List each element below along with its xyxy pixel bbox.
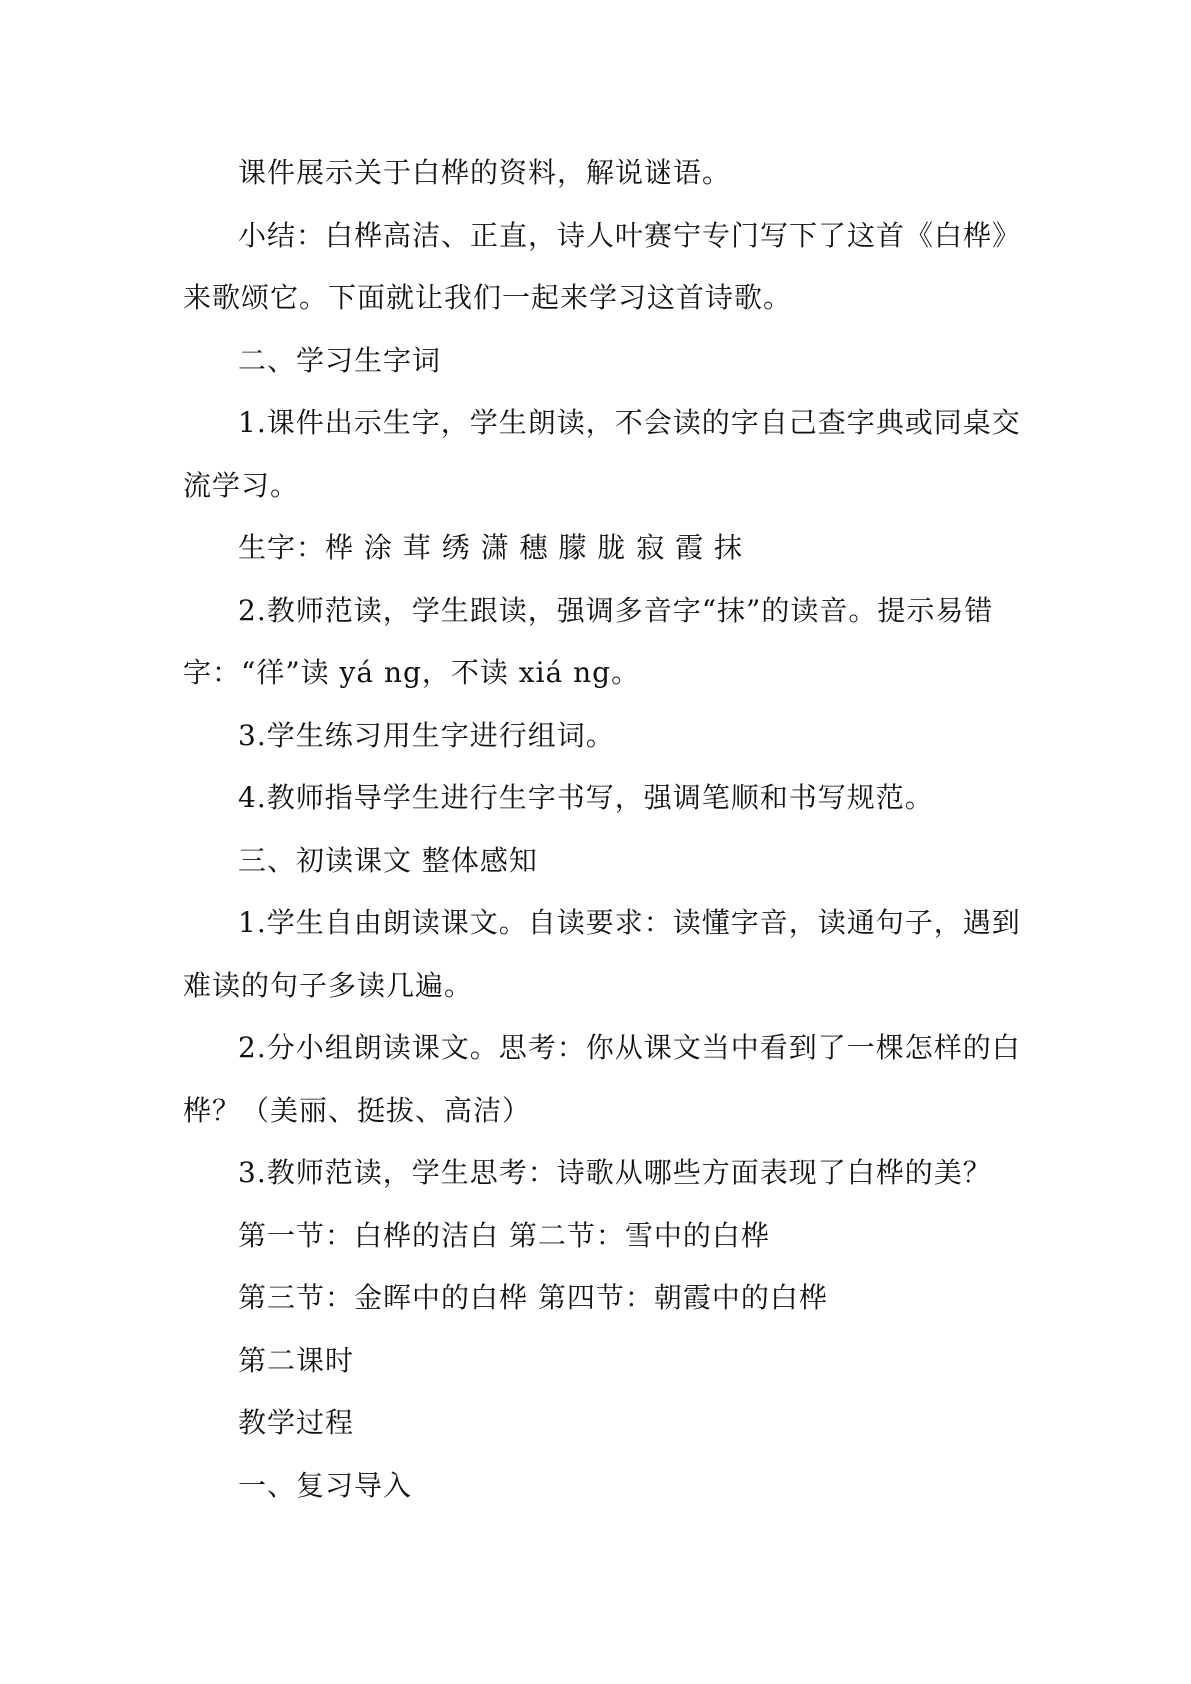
section-heading: 二、学习生字词 bbox=[238, 343, 442, 377]
paragraph-line: 2.教师范读，学生跟读，强调多音字“抹”的读音。提示易错 bbox=[238, 593, 994, 627]
paragraph-line: 来歌颂它。下面就让我们一起来学习这首诗歌。 bbox=[183, 281, 793, 314]
paragraph-line: 字：“徉”读 yá ng，不读 xiá ng。 bbox=[183, 656, 641, 689]
section-heading: 三、初读课文 整体感知 bbox=[238, 843, 538, 877]
document-body bbox=[183, 142, 1023, 1517]
section-heading: 一、复习导入 bbox=[238, 1468, 413, 1502]
section-heading: 第二课时 bbox=[238, 1343, 355, 1377]
paragraph-line: 小结：白桦高洁、正直，诗人叶赛宁专门写下了这首《白桦》 bbox=[238, 218, 1022, 252]
paragraph-line: 第一节：白桦的洁白 第二节：雪中的白桦 bbox=[238, 1218, 770, 1252]
paragraph-line: 桦？（美丽、挺拔、高洁） bbox=[183, 1093, 532, 1127]
paragraph-line: 1.课件出示生字，学生朗读，不会读的字自己查字典或同桌交 bbox=[238, 406, 1021, 439]
section-heading: 教学过程 bbox=[238, 1406, 355, 1439]
paragraph-line: 3.教师范读，学生思考：诗歌从哪些方面表现了白桦的美？ bbox=[238, 1156, 992, 1189]
paragraph-line: 流学习。 bbox=[183, 468, 300, 502]
paragraph-line: 4.教师指导学生进行生字书写，强调笔顺和书写规范。 bbox=[238, 781, 934, 814]
paragraph-line: 3.学生练习用生字进行组词。 bbox=[238, 718, 615, 752]
paragraph-line: 生字：桦 涂 茸 绣 潇 穗 朦 胧 寂 霞 抹 bbox=[238, 531, 744, 564]
paragraph-line: 第三节：金晖中的白桦 第四节：朝霞中的白桦 bbox=[238, 1281, 828, 1314]
paragraph-line: 1.学生自由朗读课文。自读要求：读懂字音，读通句子，遇到 bbox=[238, 906, 1021, 939]
paragraph-line: 2.分小组朗读课文。思考：你从课文当中看到了一棵怎样的白 bbox=[238, 1031, 1021, 1064]
paragraph-line: 难读的句子多读几遍。 bbox=[183, 968, 474, 1002]
paragraph-line: 课件展示关于白桦的资料，解说谜语。 bbox=[238, 156, 732, 189]
